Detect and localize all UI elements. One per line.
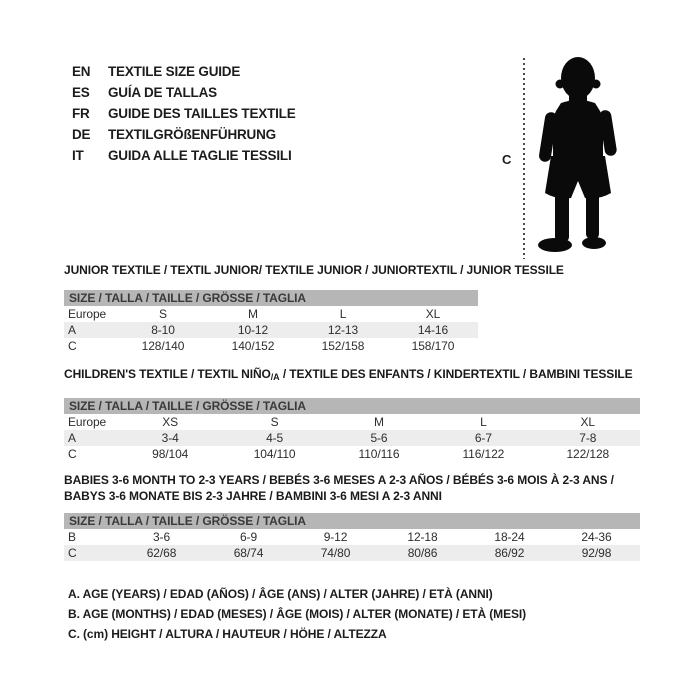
junior-table-section xyxy=(64,262,564,354)
language-row-en xyxy=(72,61,296,82)
babies-table-title xyxy=(64,472,640,504)
title-text: / TEXTILE DES ENFANTS / KINDERTEXTIL / BAMBINI TESSILE xyxy=(279,367,633,381)
table-cell: 110/116 xyxy=(358,447,400,461)
table-cell: S xyxy=(159,307,167,321)
table-row xyxy=(64,430,640,446)
table-cell: 18-24 xyxy=(494,530,525,544)
table-row xyxy=(64,338,478,354)
table-cell: L xyxy=(480,415,487,429)
table-cell: 92/98 xyxy=(581,546,612,560)
table-cell: 10-12 xyxy=(237,323,269,337)
junior-size-table xyxy=(64,306,478,354)
title-line-1: BABIES 3-6 MONTH TO 2-3 YEARS / BEBÉS 3-6 MESES A 2-3 AÑOS / BÉBÉS 3-6 MOIS À 2-3 ANS / xyxy=(64,473,614,487)
table-cell: 4-5 xyxy=(266,431,284,445)
title-subscript: /A xyxy=(270,372,280,382)
table-cell: XS xyxy=(162,415,179,429)
row-label: C xyxy=(68,447,77,461)
table-cell: 68/74 xyxy=(233,546,264,560)
table-cell: M xyxy=(374,415,384,429)
row-label: Europe xyxy=(68,415,107,429)
language-row-fr xyxy=(72,103,296,124)
language-label: TEXTILE SIZE GUIDE xyxy=(108,64,241,79)
row-label: A xyxy=(68,431,76,445)
size-header-bar: SIZE / TALLA / TAILLE / GRÖSSE / TAGLIA xyxy=(64,398,640,414)
table-cell: 5-6 xyxy=(370,431,388,445)
table-cell: 122/128 xyxy=(566,447,610,461)
row-label: B xyxy=(68,530,76,544)
table-cell: 12-18 xyxy=(407,530,438,544)
table-cell: M xyxy=(248,307,258,321)
language-row-it xyxy=(72,145,296,166)
table-cell: 24-36 xyxy=(581,530,612,544)
table-row xyxy=(64,545,640,561)
language-code: IT xyxy=(72,148,84,163)
table-cell: 152/158 xyxy=(321,339,365,353)
language-label: GUIDE DES TAILLES TEXTILE xyxy=(108,106,296,121)
language-row-de xyxy=(72,124,296,145)
size-header-bar: SIZE / TALLA / TAILLE / GRÖSSE / TAGLIA xyxy=(64,513,640,529)
table-row xyxy=(64,322,478,338)
table-cell: 80/86 xyxy=(407,546,438,560)
title-line-2: BABYS 3-6 MONATE BIS 2-3 JAHRE / BAMBINI 3-6 MESI A 2-3 ANNI xyxy=(64,489,442,503)
children-size-table xyxy=(64,414,640,462)
height-measure-dashed-line xyxy=(523,58,525,259)
table-cell: 12-13 xyxy=(327,323,359,337)
row-label: C xyxy=(68,339,77,353)
title-text: CHILDREN'S TEXTILE / TEXTIL NIÑO xyxy=(64,367,271,381)
table-cell: L xyxy=(339,307,347,321)
note-a: A. AGE (YEARS) / EDAD (AÑOS) / ÂGE (ANS) / ALTER (JAHRE) / ETÀ (ANNI) xyxy=(68,587,493,601)
row-label: A xyxy=(68,323,76,337)
junior-table-title: JUNIOR TEXTILE / TEXTIL JUNIOR/ TEXTILE JUNIOR / JUNIORTEXTIL / JUNIOR TESSILE xyxy=(64,263,564,277)
language-code: FR xyxy=(72,106,90,121)
table-cell: 8-10 xyxy=(151,323,175,337)
table-row xyxy=(64,306,478,322)
table-row xyxy=(64,446,640,462)
table-cell: 74/80 xyxy=(320,546,351,560)
babies-table-section xyxy=(64,472,640,561)
children-table-section xyxy=(64,366,640,462)
toddler-silhouette-icon xyxy=(532,56,624,256)
height-measure-label: C xyxy=(502,152,512,167)
table-cell: 116/122 xyxy=(462,447,505,461)
language-label: TEXTILGRÖßENFÜHRUNG xyxy=(108,127,276,142)
legend-notes xyxy=(68,584,526,644)
note-b: B. AGE (MONTHS) / EDAD (MESES) / ÂGE (MOIS) / ALTER (MONATE) / ETÀ (MESI) xyxy=(68,607,527,621)
table-cell: 140/152 xyxy=(231,339,275,353)
table-row xyxy=(64,529,640,545)
language-label: GUIDA ALLE TAGLIE TESSILI xyxy=(108,148,292,163)
table-cell: XL xyxy=(425,307,441,321)
table-cell: 3-6 xyxy=(152,530,171,544)
language-row-es xyxy=(72,82,296,103)
babies-size-table xyxy=(64,529,640,561)
table-cell: 6-9 xyxy=(239,530,258,544)
language-label: GUÍA DE TALLAS xyxy=(108,85,217,100)
table-row xyxy=(64,414,640,430)
note-c: C. (cm) HEIGHT / ALTURA / HAUTEUR / HÖHE / ALTEZZA xyxy=(68,627,387,641)
table-cell: 6-7 xyxy=(474,431,492,445)
table-cell: 62/68 xyxy=(146,546,177,560)
row-label: Europe xyxy=(68,307,107,321)
table-cell: XL xyxy=(580,415,596,429)
table-cell: 86/92 xyxy=(494,546,525,560)
table-cell: S xyxy=(270,415,279,429)
table-cell: 14-16 xyxy=(417,323,449,337)
table-cell: 98/104 xyxy=(152,447,189,461)
table-cell: 104/110 xyxy=(253,447,296,461)
table-cell: 9-12 xyxy=(323,530,348,544)
language-code: ES xyxy=(72,85,90,100)
table-cell: 7-8 xyxy=(579,431,597,445)
language-code: DE xyxy=(72,127,91,142)
table-cell: 3-4 xyxy=(161,431,179,445)
size-header-bar: SIZE / TALLA / TAILLE / GRÖSSE / TAGLIA xyxy=(64,290,478,306)
row-label: C xyxy=(68,546,77,560)
table-cell: 128/140 xyxy=(141,339,185,353)
language-code: EN xyxy=(72,64,91,79)
table-cell: 158/170 xyxy=(411,339,455,353)
children-table-title xyxy=(64,366,640,385)
language-title-list xyxy=(72,61,296,166)
